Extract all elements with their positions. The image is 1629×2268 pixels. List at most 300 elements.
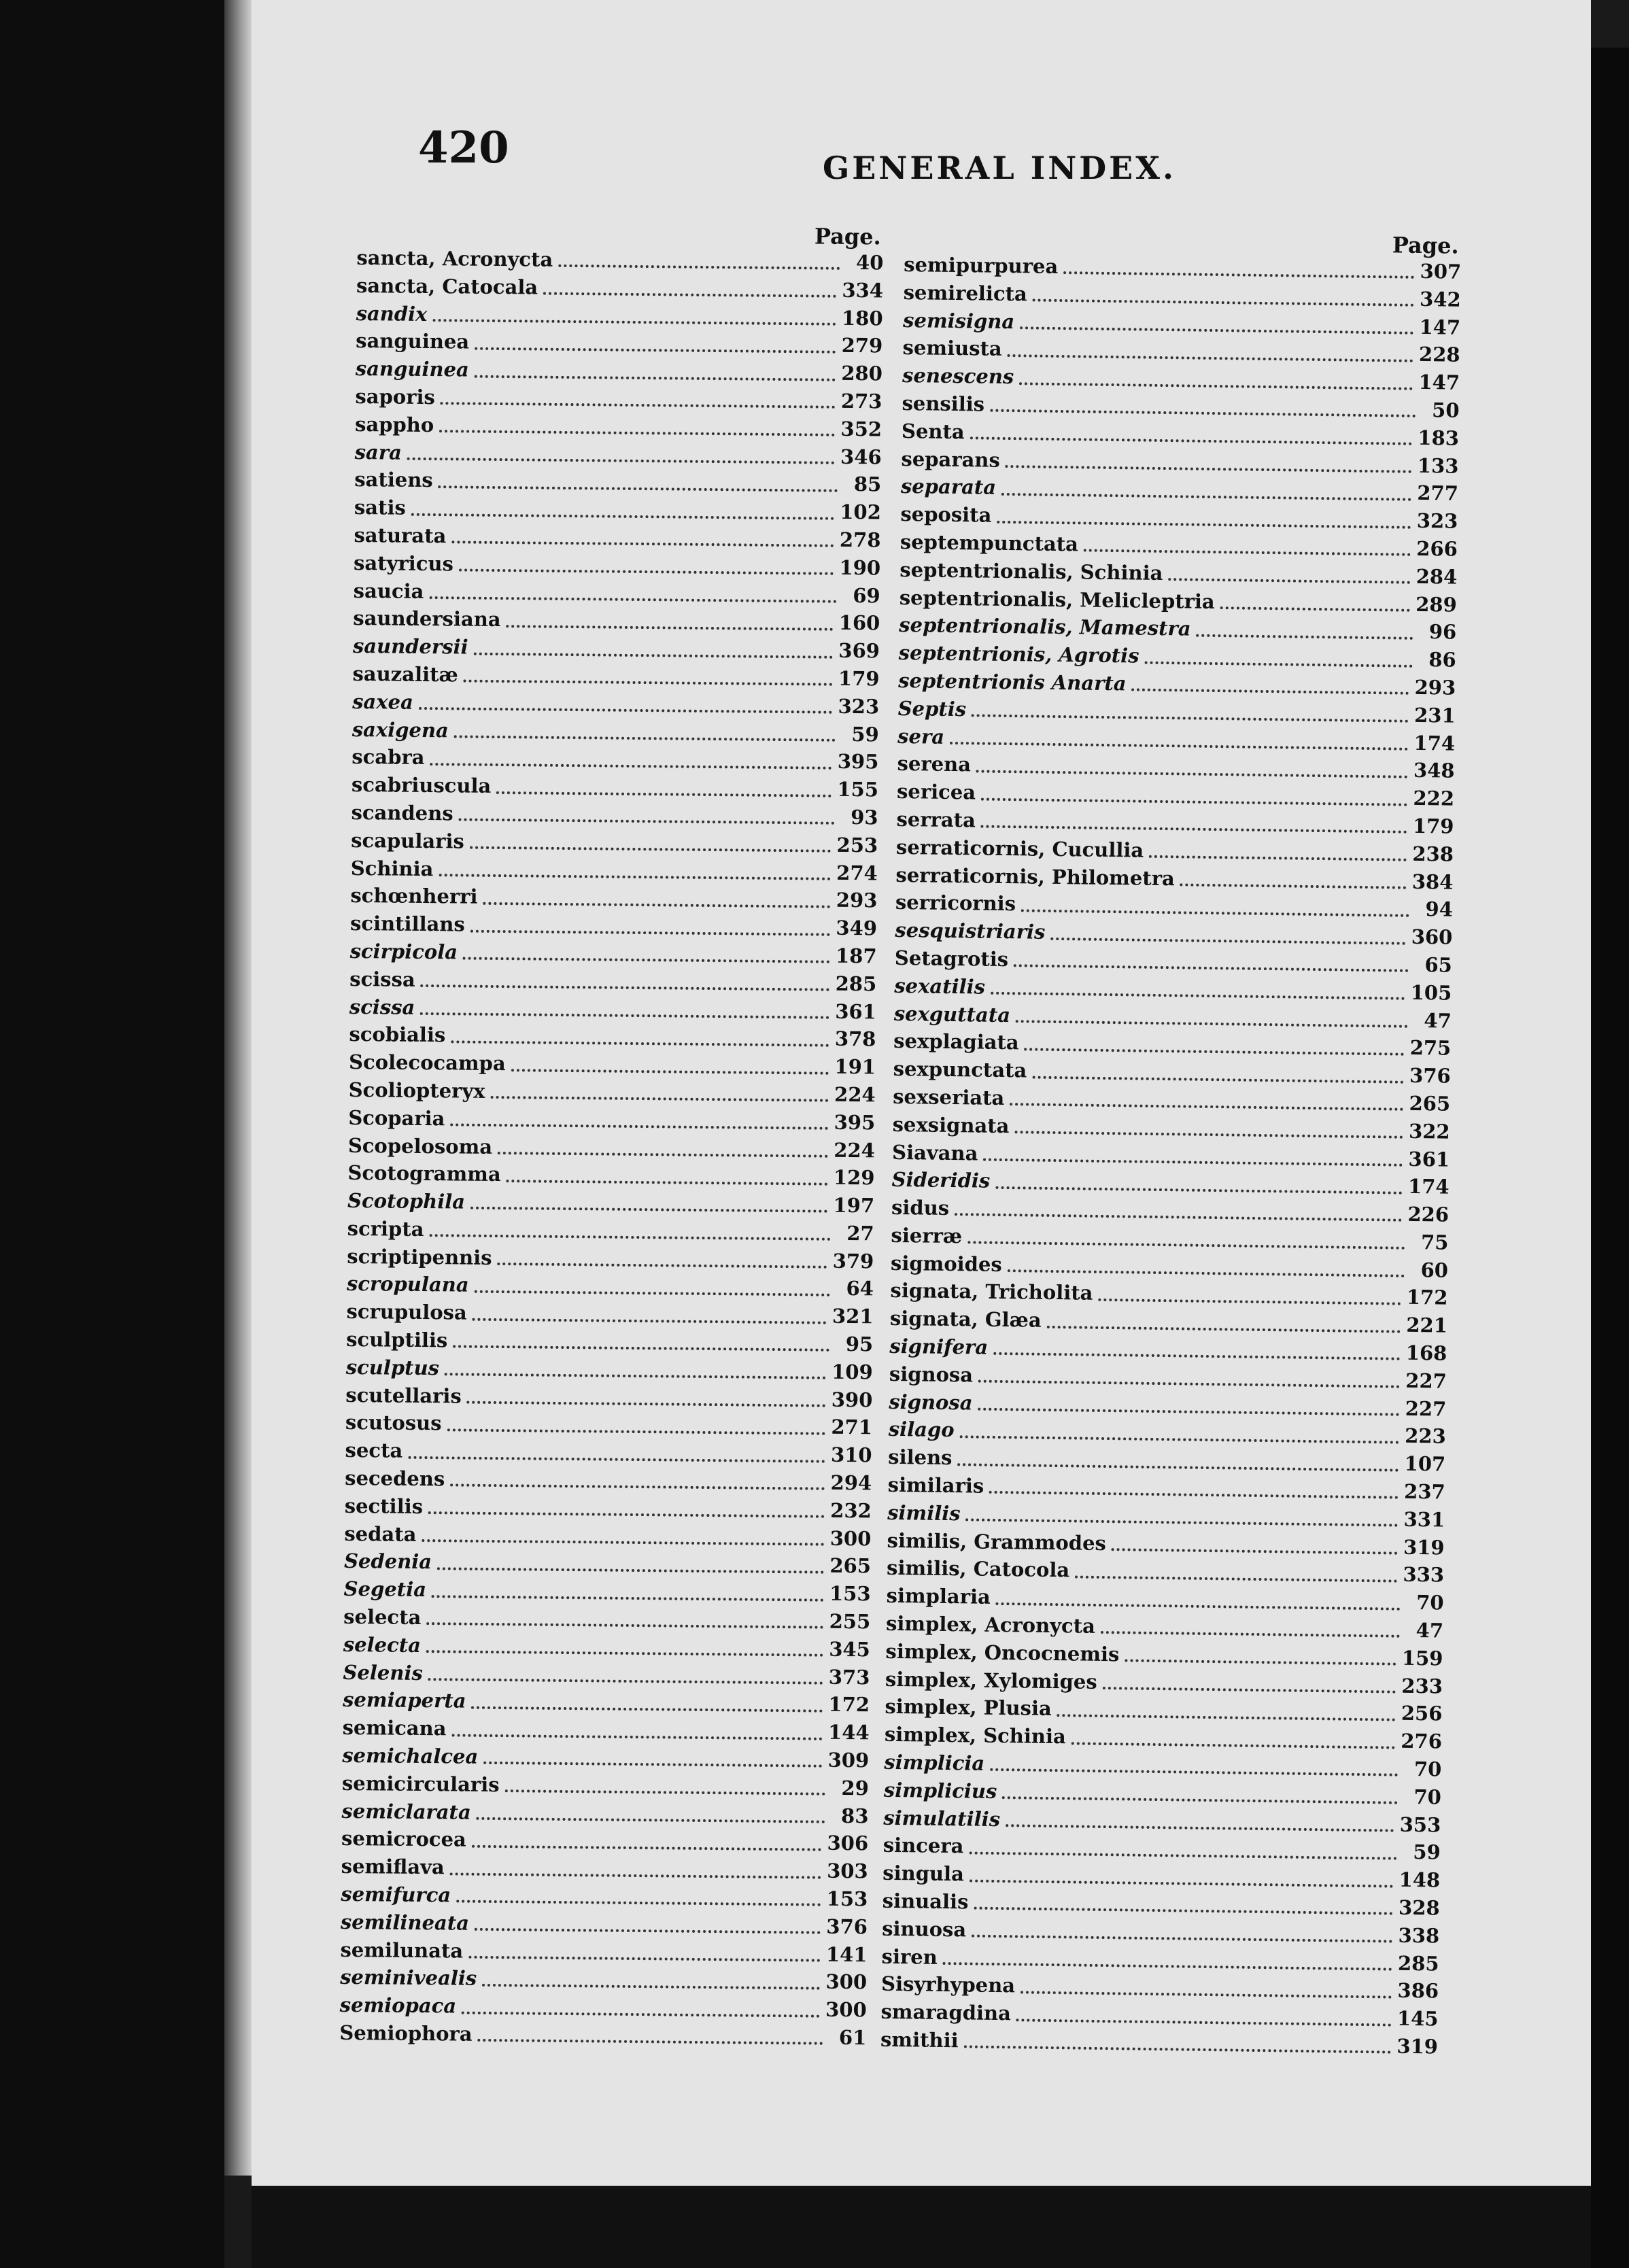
index-term: sculptilis bbox=[346, 1328, 448, 1352]
index-term: semichalcea bbox=[342, 1743, 479, 1768]
page-reference: 155 bbox=[837, 777, 879, 802]
dot-leader bbox=[1008, 1269, 1405, 1277]
index-term: Sisyrhypena bbox=[880, 1972, 1016, 1997]
dot-leader bbox=[978, 1408, 1399, 1416]
index-term: scirpicola bbox=[349, 939, 458, 964]
dot-leader bbox=[1019, 382, 1413, 390]
index-term: scripta bbox=[347, 1216, 424, 1241]
scan-bottom-edge bbox=[252, 2186, 1591, 2268]
index-term: scandens bbox=[351, 800, 453, 825]
index-term: Scopelosoma bbox=[347, 1133, 493, 1158]
index-term: serraticornis, Cucullia bbox=[895, 835, 1144, 862]
index-term: sancta, Catocala bbox=[356, 273, 538, 299]
index-term: silens bbox=[888, 1445, 953, 1470]
page-reference: 360 bbox=[1411, 925, 1453, 949]
dot-leader bbox=[981, 797, 1407, 806]
dot-leader bbox=[420, 1012, 829, 1019]
index-term: sexseriata bbox=[893, 1084, 1005, 1110]
page-reference: 276 bbox=[1401, 1729, 1443, 1753]
page-reference: 191 bbox=[834, 1054, 876, 1079]
index-term: smithii bbox=[880, 2027, 959, 2052]
index-term: sericea bbox=[896, 780, 976, 804]
dot-leader bbox=[453, 1345, 829, 1352]
index-term: septentrionalis, Melicleptria bbox=[899, 585, 1215, 613]
dot-leader bbox=[996, 1602, 1401, 1611]
dot-leader bbox=[1006, 465, 1412, 473]
dot-leader bbox=[474, 652, 834, 658]
index-entry bbox=[339, 2021, 866, 2054]
page-reference: 346 bbox=[840, 445, 882, 469]
dot-leader bbox=[995, 1186, 1403, 1195]
index-term: Scoliopteryx bbox=[348, 1078, 485, 1103]
dot-leader bbox=[470, 846, 831, 853]
dot-leader bbox=[408, 1456, 825, 1462]
page-reference: 386 bbox=[1397, 1979, 1439, 2003]
dot-leader bbox=[1131, 689, 1409, 695]
index-term: separans bbox=[901, 447, 1001, 472]
dot-leader bbox=[1047, 1326, 1401, 1333]
dot-leader bbox=[451, 541, 834, 547]
dot-leader bbox=[993, 1352, 1401, 1360]
index-term: serena bbox=[897, 752, 972, 776]
page-reference: 129 bbox=[833, 1166, 875, 1190]
index-term: scintillans bbox=[349, 912, 465, 936]
page-reference: 145 bbox=[1396, 2006, 1439, 2031]
page-reference: 300 bbox=[825, 1997, 867, 2022]
page-reference: 65 bbox=[1424, 953, 1453, 977]
index-term: sappho bbox=[354, 412, 434, 436]
dot-leader bbox=[407, 458, 835, 464]
index-term: selecta bbox=[343, 1632, 422, 1657]
index-term: Senta bbox=[901, 419, 965, 443]
dot-leader bbox=[974, 1907, 1393, 1915]
page-reference: 47 bbox=[1424, 1008, 1452, 1033]
index-term: semicana bbox=[342, 1716, 447, 1740]
page-reference: 179 bbox=[838, 666, 880, 691]
index-term: signosa bbox=[889, 1362, 974, 1387]
dot-leader bbox=[990, 409, 1416, 417]
page-reference: 94 bbox=[1425, 897, 1454, 921]
index-term: simplicius bbox=[883, 1778, 997, 1803]
page-reference: 279 bbox=[841, 334, 883, 358]
index-term: sierræ bbox=[891, 1223, 963, 1248]
dot-leader bbox=[1001, 493, 1411, 501]
dot-leader bbox=[451, 1734, 823, 1740]
index-term: simplex, Xylomiges bbox=[885, 1667, 1097, 1694]
dot-leader bbox=[507, 625, 834, 631]
dot-leader bbox=[511, 1069, 829, 1074]
dot-leader bbox=[439, 485, 838, 492]
dot-leader bbox=[451, 1040, 829, 1046]
index-term: semiopaca bbox=[339, 1993, 457, 2018]
index-column-left bbox=[339, 219, 884, 2054]
dot-leader bbox=[990, 1768, 1398, 1776]
dot-leader bbox=[1021, 1991, 1392, 1998]
page-reference: 148 bbox=[1399, 1868, 1441, 1892]
dot-leader bbox=[970, 1879, 1394, 1887]
index-term: sauzalitæ bbox=[352, 662, 458, 687]
index-term: sigmoides bbox=[890, 1251, 1002, 1276]
index-term: satiens bbox=[354, 468, 433, 492]
dot-leader bbox=[507, 1180, 828, 1186]
index-term: similis bbox=[887, 1500, 961, 1526]
index-term: Sedenia bbox=[343, 1549, 432, 1574]
dot-leader bbox=[991, 992, 1405, 1000]
page-reference: 352 bbox=[840, 417, 882, 441]
page-reference: 86 bbox=[1428, 648, 1456, 672]
page-reference: 75 bbox=[1420, 1230, 1449, 1254]
dot-leader bbox=[429, 1234, 830, 1241]
index-term: semiusta bbox=[902, 336, 1002, 361]
page-reference: 361 bbox=[1408, 1147, 1450, 1171]
index-term: septentrionis, Agrotis bbox=[898, 641, 1139, 668]
dot-leader bbox=[483, 902, 830, 908]
index-term: sincera bbox=[882, 1834, 964, 1858]
page-reference: 266 bbox=[1416, 536, 1458, 561]
page-reference: 390 bbox=[831, 1388, 873, 1412]
page-reference: 197 bbox=[833, 1193, 875, 1218]
index-term: sara bbox=[354, 440, 402, 464]
dot-leader bbox=[955, 1214, 1402, 1222]
dot-leader bbox=[1025, 1048, 1405, 1055]
page-column-label: Page. bbox=[814, 223, 881, 250]
dot-leader bbox=[1016, 1020, 1408, 1028]
index-term: senescens bbox=[902, 364, 1014, 389]
index-term: septentrionalis, Mamestra bbox=[899, 613, 1191, 640]
page-reference: 40 bbox=[855, 251, 884, 275]
dot-leader bbox=[972, 1935, 1392, 1943]
page-reference: 60 bbox=[1420, 1258, 1449, 1282]
index-term: semilineata bbox=[340, 1910, 470, 1935]
page-reference: 183 bbox=[1418, 426, 1460, 450]
dot-leader bbox=[428, 1511, 825, 1518]
page-reference: 237 bbox=[1403, 1479, 1445, 1504]
dot-leader bbox=[432, 319, 836, 326]
dot-leader bbox=[983, 1158, 1403, 1167]
dot-leader bbox=[972, 714, 1409, 722]
dot-leader bbox=[464, 680, 833, 686]
page-reference: 333 bbox=[1403, 1563, 1445, 1587]
index-column-right bbox=[880, 226, 1462, 2063]
dot-leader bbox=[1014, 965, 1409, 973]
page-reference: 222 bbox=[1413, 787, 1455, 810]
dot-leader bbox=[1144, 661, 1412, 667]
page-reference: 231 bbox=[1413, 703, 1456, 727]
dot-leader bbox=[445, 1373, 826, 1379]
index-term: semilunata bbox=[340, 1938, 464, 1963]
dot-leader bbox=[967, 1241, 1405, 1250]
index-term: satyricus bbox=[353, 551, 454, 576]
dot-leader bbox=[1016, 2018, 1392, 2026]
index-term: sexsignata bbox=[892, 1112, 1010, 1137]
index-term: serraticornis, Philometra bbox=[895, 863, 1176, 890]
page-reference: 376 bbox=[1409, 1063, 1451, 1088]
index-term: simplex, Schinia bbox=[884, 1723, 1067, 1749]
dot-leader bbox=[1002, 1796, 1398, 1804]
dot-leader bbox=[441, 402, 836, 409]
index-term: sculptus bbox=[345, 1355, 440, 1380]
page-reference: 227 bbox=[1405, 1396, 1447, 1421]
dot-leader bbox=[965, 1519, 1398, 1527]
index-term: serrata bbox=[896, 807, 976, 832]
page-reference: 61 bbox=[838, 2025, 867, 2050]
page-reference: 277 bbox=[1417, 481, 1459, 506]
page-reference: 289 bbox=[1416, 592, 1457, 617]
dot-leader bbox=[970, 436, 1413, 445]
index-term: separata bbox=[900, 475, 997, 500]
dot-leader bbox=[1057, 1714, 1396, 1721]
dot-leader bbox=[470, 929, 831, 935]
index-term: scissa bbox=[349, 995, 415, 1019]
index-term: sanguinea bbox=[355, 357, 469, 381]
page-reference: 179 bbox=[1412, 814, 1454, 838]
page-reference: 395 bbox=[837, 750, 879, 774]
index-term: semipurpurea bbox=[904, 252, 1059, 278]
index-term: singula bbox=[882, 1861, 965, 1886]
dot-leader bbox=[558, 264, 840, 270]
index-term: sexplagiata bbox=[893, 1029, 1019, 1054]
page-reference: 93 bbox=[851, 805, 878, 829]
index-term: sesquistriaris bbox=[895, 918, 1046, 944]
dot-leader bbox=[472, 1845, 822, 1851]
page-reference: 227 bbox=[1405, 1369, 1447, 1393]
index-term: similis, Catocola bbox=[886, 1556, 1070, 1582]
index-term: satis bbox=[354, 496, 406, 519]
index-term: septentrionis Anarta bbox=[898, 668, 1127, 695]
index-term: Scotogramma bbox=[347, 1161, 501, 1186]
page-reference: 323 bbox=[838, 694, 880, 719]
dot-leader bbox=[1220, 606, 1411, 612]
index-term: selecta bbox=[343, 1604, 422, 1630]
index-term: Sideridis bbox=[891, 1168, 991, 1193]
dot-leader bbox=[426, 1650, 823, 1657]
dot-leader bbox=[482, 1984, 820, 1990]
index-term: saturata bbox=[354, 523, 447, 548]
index-term: saucia bbox=[353, 579, 424, 603]
dot-leader bbox=[470, 1207, 828, 1213]
book-page bbox=[252, 0, 1591, 2186]
page-reference: 153 bbox=[826, 1887, 868, 1911]
index-term: septentrionalis, Schinia bbox=[899, 557, 1163, 585]
dot-leader bbox=[422, 1539, 824, 1546]
index-term: signata, Glæa bbox=[889, 1307, 1042, 1333]
dot-leader bbox=[1125, 1660, 1396, 1666]
page-reference: 147 bbox=[1419, 315, 1461, 339]
dot-leader bbox=[459, 819, 835, 825]
page-reference: 70 bbox=[1413, 1757, 1442, 1781]
index-term: similaris bbox=[887, 1473, 984, 1498]
page-reference: 233 bbox=[1401, 1674, 1443, 1698]
page-column-label: Page. bbox=[1392, 232, 1459, 259]
page-reference: 294 bbox=[830, 1471, 872, 1495]
dot-leader bbox=[504, 1789, 825, 1796]
dot-leader bbox=[1020, 326, 1413, 334]
dot-leader bbox=[477, 2039, 823, 2045]
index-term: seposita bbox=[900, 502, 992, 527]
page-reference: 303 bbox=[826, 1859, 868, 1883]
dot-leader bbox=[450, 1484, 825, 1490]
entries-left bbox=[339, 246, 883, 2054]
page-reference: 373 bbox=[828, 1665, 870, 1689]
page-reference: 395 bbox=[834, 1110, 876, 1135]
index-term: simplex, Acronycta bbox=[885, 1611, 1096, 1638]
dot-leader bbox=[475, 375, 836, 381]
page-reference: 228 bbox=[1418, 343, 1460, 367]
page-reference: 174 bbox=[1407, 1175, 1450, 1199]
index-term: scriptipennis bbox=[347, 1244, 492, 1269]
index-term: scissa bbox=[349, 967, 415, 991]
dot-leader bbox=[450, 1123, 828, 1129]
dot-leader bbox=[1008, 354, 1413, 362]
dot-leader bbox=[471, 1706, 823, 1713]
index-term: saundersii bbox=[352, 634, 468, 659]
page-reference: 70 bbox=[1413, 1785, 1442, 1809]
index-term: sedata bbox=[344, 1522, 417, 1546]
index-term: simplex, Oncocnemis bbox=[885, 1639, 1120, 1666]
scan-right-edge bbox=[1591, 48, 1629, 2268]
page-reference: 334 bbox=[842, 278, 884, 303]
dot-leader bbox=[411, 513, 835, 519]
dot-leader bbox=[963, 2046, 1391, 2054]
dot-leader bbox=[426, 1623, 823, 1630]
page-reference: 323 bbox=[1416, 509, 1458, 533]
page-reference: 271 bbox=[831, 1415, 873, 1439]
page-reference: 274 bbox=[836, 861, 878, 884]
page-reference: 172 bbox=[1406, 1286, 1448, 1310]
page-reference: 144 bbox=[827, 1720, 870, 1745]
index-term: scapularis bbox=[351, 828, 464, 853]
index-term: septempunctata bbox=[899, 530, 1079, 556]
page-reference: 273 bbox=[840, 389, 882, 413]
dot-leader bbox=[981, 825, 1407, 834]
page-reference: 64 bbox=[846, 1277, 874, 1301]
page-reference: 141 bbox=[825, 1942, 868, 1966]
dot-leader bbox=[467, 1401, 826, 1407]
page-reference: 307 bbox=[1420, 259, 1462, 284]
dot-leader bbox=[475, 1290, 830, 1296]
index-term: semiaperta bbox=[342, 1688, 466, 1713]
page-reference: 384 bbox=[1411, 870, 1454, 894]
index-term: saxea bbox=[352, 689, 414, 714]
dot-leader bbox=[1180, 883, 1407, 889]
page-reference: 353 bbox=[1399, 1812, 1441, 1837]
index-term: sensilis bbox=[902, 391, 985, 416]
index-term: semiflava bbox=[341, 1855, 445, 1879]
page-reference: 27 bbox=[846, 1221, 874, 1245]
index-term: saporis bbox=[355, 384, 436, 409]
index-term: semirelicta bbox=[903, 280, 1028, 306]
page-reference: 306 bbox=[827, 1832, 869, 1855]
page-reference: 278 bbox=[839, 528, 881, 552]
index-term: Septis bbox=[897, 696, 967, 721]
index-term: saundersiana bbox=[353, 606, 501, 632]
dot-leader bbox=[483, 1762, 823, 1768]
dot-leader bbox=[1032, 1076, 1404, 1083]
dot-leader bbox=[957, 1463, 1399, 1471]
dot-leader bbox=[1075, 1575, 1397, 1582]
page-reference: 59 bbox=[1413, 1840, 1441, 1864]
dot-leader bbox=[1033, 299, 1414, 307]
dot-leader bbox=[1063, 271, 1414, 279]
dot-leader bbox=[543, 292, 836, 298]
page-reference: 285 bbox=[1397, 1951, 1439, 1976]
page-reference: 133 bbox=[1417, 453, 1459, 478]
index-term: scutellaris bbox=[345, 1383, 462, 1408]
page-reference: 275 bbox=[1409, 1036, 1452, 1060]
dot-leader bbox=[456, 1900, 821, 1906]
dot-leader bbox=[429, 596, 836, 603]
index-term: sectilis bbox=[344, 1494, 424, 1518]
index-term: simplaria bbox=[886, 1584, 991, 1609]
page-reference: 322 bbox=[1408, 1119, 1450, 1144]
page-reference: 47 bbox=[1416, 1619, 1444, 1643]
entries-right bbox=[880, 253, 1462, 2063]
page-reference: 300 bbox=[825, 1970, 868, 1994]
dot-leader bbox=[1006, 1824, 1394, 1832]
page-reference: 172 bbox=[828, 1693, 870, 1717]
index-term: sancta, Acronycta bbox=[356, 245, 553, 271]
page-reference: 223 bbox=[1404, 1424, 1446, 1449]
dot-leader bbox=[959, 1435, 1399, 1443]
index-term: semisigna bbox=[902, 308, 1015, 333]
dot-leader bbox=[1014, 1131, 1403, 1138]
page-reference: 107 bbox=[1404, 1452, 1446, 1476]
running-title: GENERAL INDEX. bbox=[823, 150, 1176, 186]
dot-leader bbox=[969, 1851, 1396, 1859]
index-term: seminivealis bbox=[340, 1965, 477, 1991]
page-reference: 342 bbox=[1419, 287, 1461, 311]
dot-leader bbox=[430, 763, 831, 770]
index-term: schœnherri bbox=[350, 884, 478, 909]
dot-leader bbox=[1050, 937, 1406, 944]
index-term: Siavana bbox=[891, 1140, 978, 1165]
page-reference: 174 bbox=[1413, 731, 1456, 755]
page-reference: 265 bbox=[1409, 1091, 1451, 1116]
dot-leader bbox=[1071, 1742, 1396, 1749]
index-term: saxigena bbox=[351, 717, 449, 742]
index-term: scobialis bbox=[349, 1023, 446, 1047]
dot-leader bbox=[1168, 578, 1410, 584]
page-reference: 160 bbox=[838, 611, 880, 635]
index-term: scropulana bbox=[346, 1272, 469, 1297]
dot-leader bbox=[437, 1567, 824, 1573]
page-reference: 255 bbox=[829, 1609, 871, 1634]
page-number: 420 bbox=[418, 122, 509, 173]
page-reference: 232 bbox=[830, 1498, 872, 1523]
index-term: sidus bbox=[891, 1195, 950, 1220]
dot-leader bbox=[459, 569, 834, 575]
page-reference: 309 bbox=[827, 1748, 870, 1772]
index-term: secta bbox=[345, 1439, 403, 1462]
page-reference: 224 bbox=[834, 1082, 876, 1107]
index-term: sandix bbox=[356, 301, 428, 326]
index-term: semiclarata bbox=[341, 1799, 471, 1824]
index-term: Scolecocampa bbox=[348, 1050, 506, 1076]
page-reference: 168 bbox=[1405, 1341, 1447, 1365]
index-term: secedens bbox=[345, 1466, 445, 1491]
dot-leader bbox=[419, 707, 833, 714]
index-term: smaragdina bbox=[880, 1999, 1012, 2025]
page-reference: 253 bbox=[836, 833, 878, 857]
dot-leader bbox=[1196, 634, 1413, 639]
index-term: semifurca bbox=[341, 1882, 451, 1907]
index-term: scutosus bbox=[345, 1411, 442, 1435]
page-reference: 285 bbox=[835, 972, 877, 996]
dot-leader bbox=[477, 1817, 825, 1823]
dot-leader bbox=[497, 1262, 827, 1269]
page-reference: 85 bbox=[853, 472, 882, 496]
page-reference: 345 bbox=[829, 1637, 870, 1662]
